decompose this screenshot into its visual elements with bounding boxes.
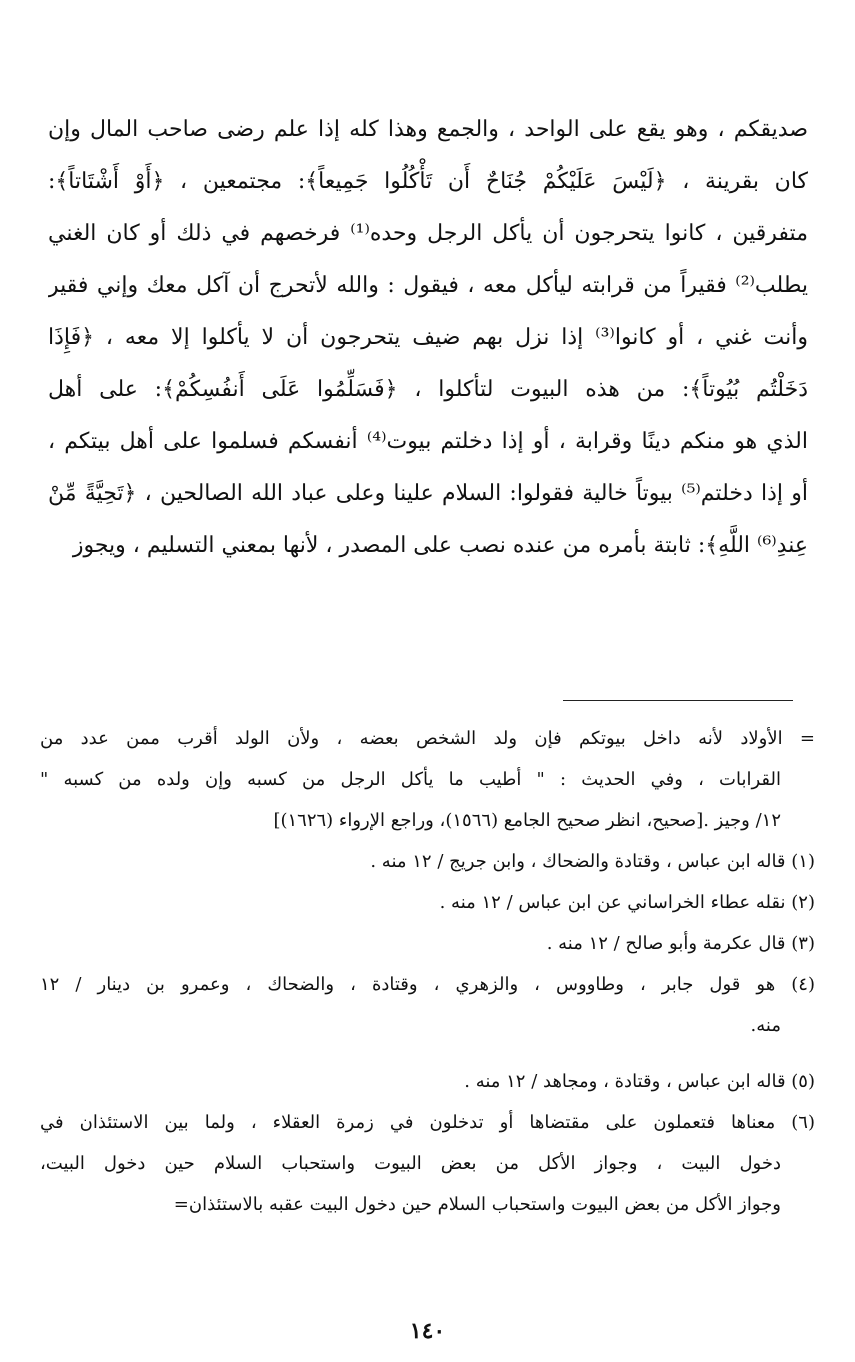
main-text-line: متفرقين ، كانوا يتحرجون أن يأكل الرجل وحده⁽¹⁾ فرخصهم في ذلك أو كان الغني xyxy=(48,221,808,246)
footnote-line: وجواز الأكل من بعض البيوت واستحباب السلام حين دخول البيت عقبه بالاستئذان= xyxy=(173,1194,781,1215)
main-text-body xyxy=(48,104,808,572)
main-text-line: عِندِ⁽⁶⁾ اللَّهِ﴾: ثابتة بأمره من عنده نصب على المصدر ، لأنها بمعني التسليم ، ويجوز xyxy=(72,533,808,558)
footnote-line: (٢) نقله عطاء الخراساني عن ابن عباس / ١٢ منه . xyxy=(439,892,815,913)
footnotes-section xyxy=(40,718,815,1225)
footnote-line: القرابات ، وفي الحديث : " أطيب ما يأكل الرجل من كسبه وإن ولده من كسبه " xyxy=(40,769,781,790)
footnote-line: = الأولاد لأنه داخل بيوتكم فإن ولد الشخص بعضه ، ولأن الولد أقرب ممن عدد من xyxy=(40,728,815,749)
footnote-line: ١٢/ وجيز .[صحيح، انظر صحيح الجامع (١٥٦٦)، وراجع الإرواء (١٦٢٦)] xyxy=(273,810,781,831)
footnote-line: (٣) قال عكرمة وأبو صالح / ١٢ منه . xyxy=(546,933,815,954)
main-text-line: يطلب⁽²⁾ فقيراً من قرابته ليأكل معه ، فيقول : والله لأتحرج أن آكل معك وإني فقير xyxy=(48,273,808,298)
footnote-line: دخول البيت ، وجواز الأكل من بعض البيوت واستحباب السلام حين دخول البيت، xyxy=(40,1153,781,1174)
main-text-line: دَخَلْتُم بُيُوتاً﴾: من هذه البيوت لتأكلوا ، ﴿فَسَلِّمُوا عَلَى أَنفُسِكُمْ﴾: على أهل xyxy=(48,377,808,402)
main-text-line: صديقكم ، وهو يقع على الواحد ، والجمع وهذا كله إذا علم رضى صاحب المال وإن xyxy=(48,117,808,142)
main-text-line: وأنت غني ، أو كانوا⁽³⁾ إذا نزل بهم ضيف يتحرجون أن لا يأكلوا إلا معه ، ﴿فَإِذَا xyxy=(48,325,808,350)
page-number: ١٤٠ xyxy=(409,1318,446,1344)
footnote-line: (٥) قاله ابن عباس ، وقتادة ، ومجاهد / ١٢ منه . xyxy=(464,1071,815,1092)
footnote-separator xyxy=(563,700,793,701)
main-text-line: كان بقرينة ، ﴿لَيْسَ عَلَيْكُمْ جُنَاحٌ أَن تَأْكُلُوا جَمِيعاً﴾: مجتمعين ، ﴿أَوْ أَشْتَاتاً﴾: xyxy=(48,169,808,194)
footnote-line: (١) قاله ابن عباس ، وقتادة والضحاك ، وابن جريج / ١٢ منه . xyxy=(370,851,815,872)
footnote-line: (٦) معناها فتعملون على مقتضاها أو تدخلون في زمرة العقلاء ، ولما بين الاستئذان في xyxy=(40,1112,815,1133)
main-text-line: أو إذا دخلتم⁽⁵⁾ بيوتاً خالية فقولوا: السلام علينا وعلى عباد الله الصالحين ، ﴿تَحِيَّةً مِّنْ xyxy=(48,481,808,506)
footnote-line: منه. xyxy=(750,1015,781,1036)
footnote-line: (٤) هو قول جابر ، وطاووس ، والزهري ، وقتادة ، والضحاك ، وعمرو بن دينار / ١٢ xyxy=(40,974,815,995)
main-text-line: الذي هو منكم دينًا وقرابة ، أو إذا دخلتم بيوت⁽⁴⁾ أنفسكم فسلموا على أهل بيتكم ، xyxy=(48,429,808,454)
